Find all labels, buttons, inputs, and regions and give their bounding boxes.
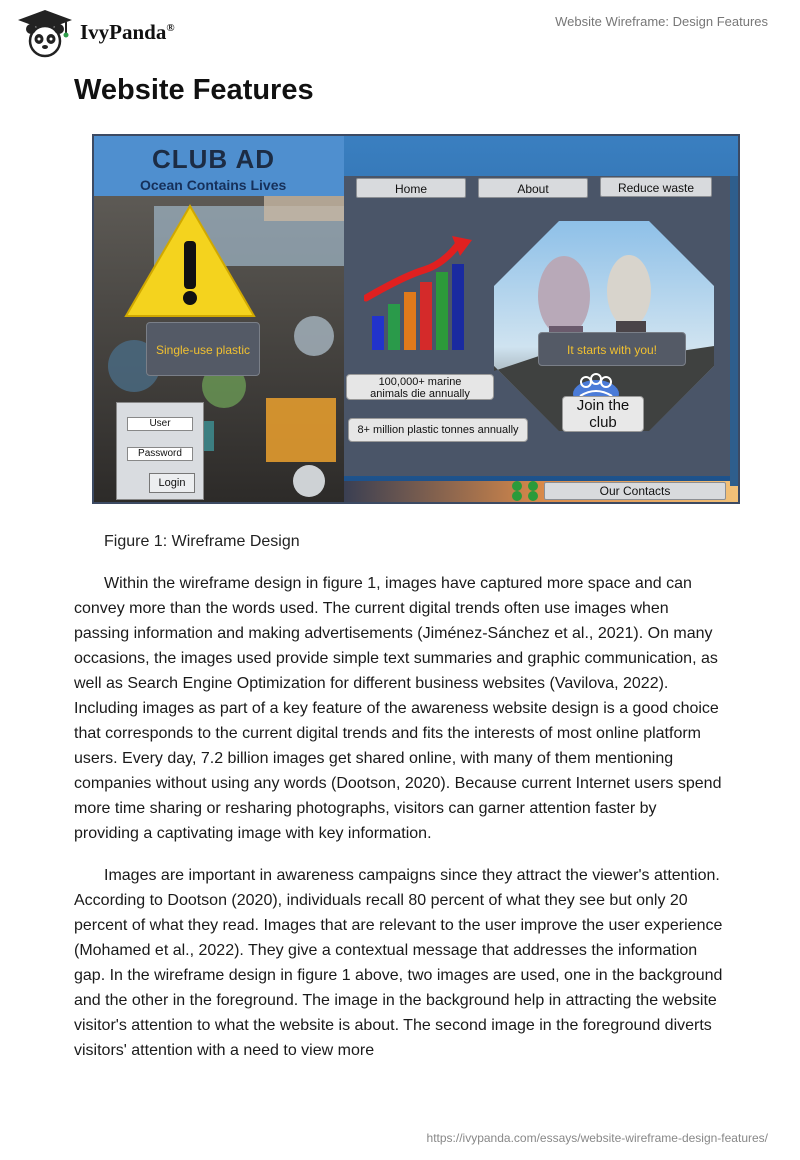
join-club-line2: club bbox=[589, 414, 617, 431]
figure-caption: Figure 1: Wireframe Design bbox=[104, 533, 300, 550]
single-use-plastic-label: Single-use plastic bbox=[146, 322, 260, 376]
brand-text: IvyPanda bbox=[80, 20, 167, 44]
social-icons[interactable] bbox=[508, 480, 542, 502]
our-contacts-button[interactable]: Our Contacts bbox=[544, 482, 726, 500]
join-club-line1: Join the bbox=[576, 397, 630, 414]
marine-animals-stat: 100,000+ marine animals die annually bbox=[346, 374, 494, 400]
nav-about-button[interactable]: About bbox=[478, 178, 588, 198]
nav-home-button[interactable]: Home bbox=[356, 178, 466, 198]
club-ad-subtitle: Ocean Contains Lives bbox=[140, 177, 287, 193]
site-header bbox=[0, 0, 800, 62]
document-title: Website Wireframe: Design Features bbox=[555, 14, 768, 29]
start-with-you-label: It starts with you! bbox=[538, 332, 686, 366]
wireframe-figure bbox=[92, 134, 740, 504]
brand-name[interactable] bbox=[80, 20, 175, 45]
paragraph: Images are important in awareness campaigns since they attract the viewer's attention. According to Dootson (2020), individuals recall 80 percent of what they see but only 20 percent of what they read. Images that are relevant to the user improve the user experience (Mohamed et al., 2022). They give a contextual message that addresses the information gap. In the wireframe design in figure 1 above, two images are used, one in the background and the other in the foreground. The image in the background help in attracting the website visitor's attention to what the website is about. The second image in the foreground diverts visitors' attention with a need to view more bbox=[74, 867, 723, 1059]
join-club-button[interactable] bbox=[562, 396, 644, 432]
club-ad-title: CLUB AD bbox=[152, 144, 276, 174]
growth-chart-icon bbox=[364, 236, 474, 356]
page-heading: Website Features bbox=[74, 74, 314, 106]
login-button[interactable]: Login bbox=[149, 473, 195, 493]
source-url[interactable]: https://ivypanda.com/essays/website-wireframe-design-features/ bbox=[426, 1131, 768, 1145]
password-field[interactable]: Password bbox=[127, 447, 193, 461]
panda-logo-icon[interactable] bbox=[14, 8, 76, 58]
login-form bbox=[116, 402, 204, 500]
plastic-tonnes-stat: 8+ million plastic tonnes annually bbox=[348, 418, 528, 442]
paragraph: Within the wireframe design in figure 1, images have captured more space and can convey more than the words used. The current digital trends often use images when passing information and making advertisements (Jiménez-Sánchez et al., 2021). On many occasions, the images used provide simple text summaries and graphic communication, as well as Search Engine Optimization for different business websites (Vavilova, 2022). Including images as part of a key feature of the awareness website design is a good choice that corresponds to the current digital trends and fits the interests of most online platform users. Every day, 7.2 billion images get shared online, with many of them mentioning companies without using any words (Dootson, 2020). Because current Internet users spend more time sharing or resharing photographs, visitors can garner attention faster by providing a captivating image with key information. bbox=[74, 575, 722, 842]
article-body bbox=[74, 571, 724, 1080]
nav-reduce-waste-button[interactable]: Reduce waste bbox=[600, 177, 712, 197]
brand-registered-mark: ® bbox=[166, 22, 175, 34]
username-field[interactable]: User bbox=[127, 417, 193, 431]
